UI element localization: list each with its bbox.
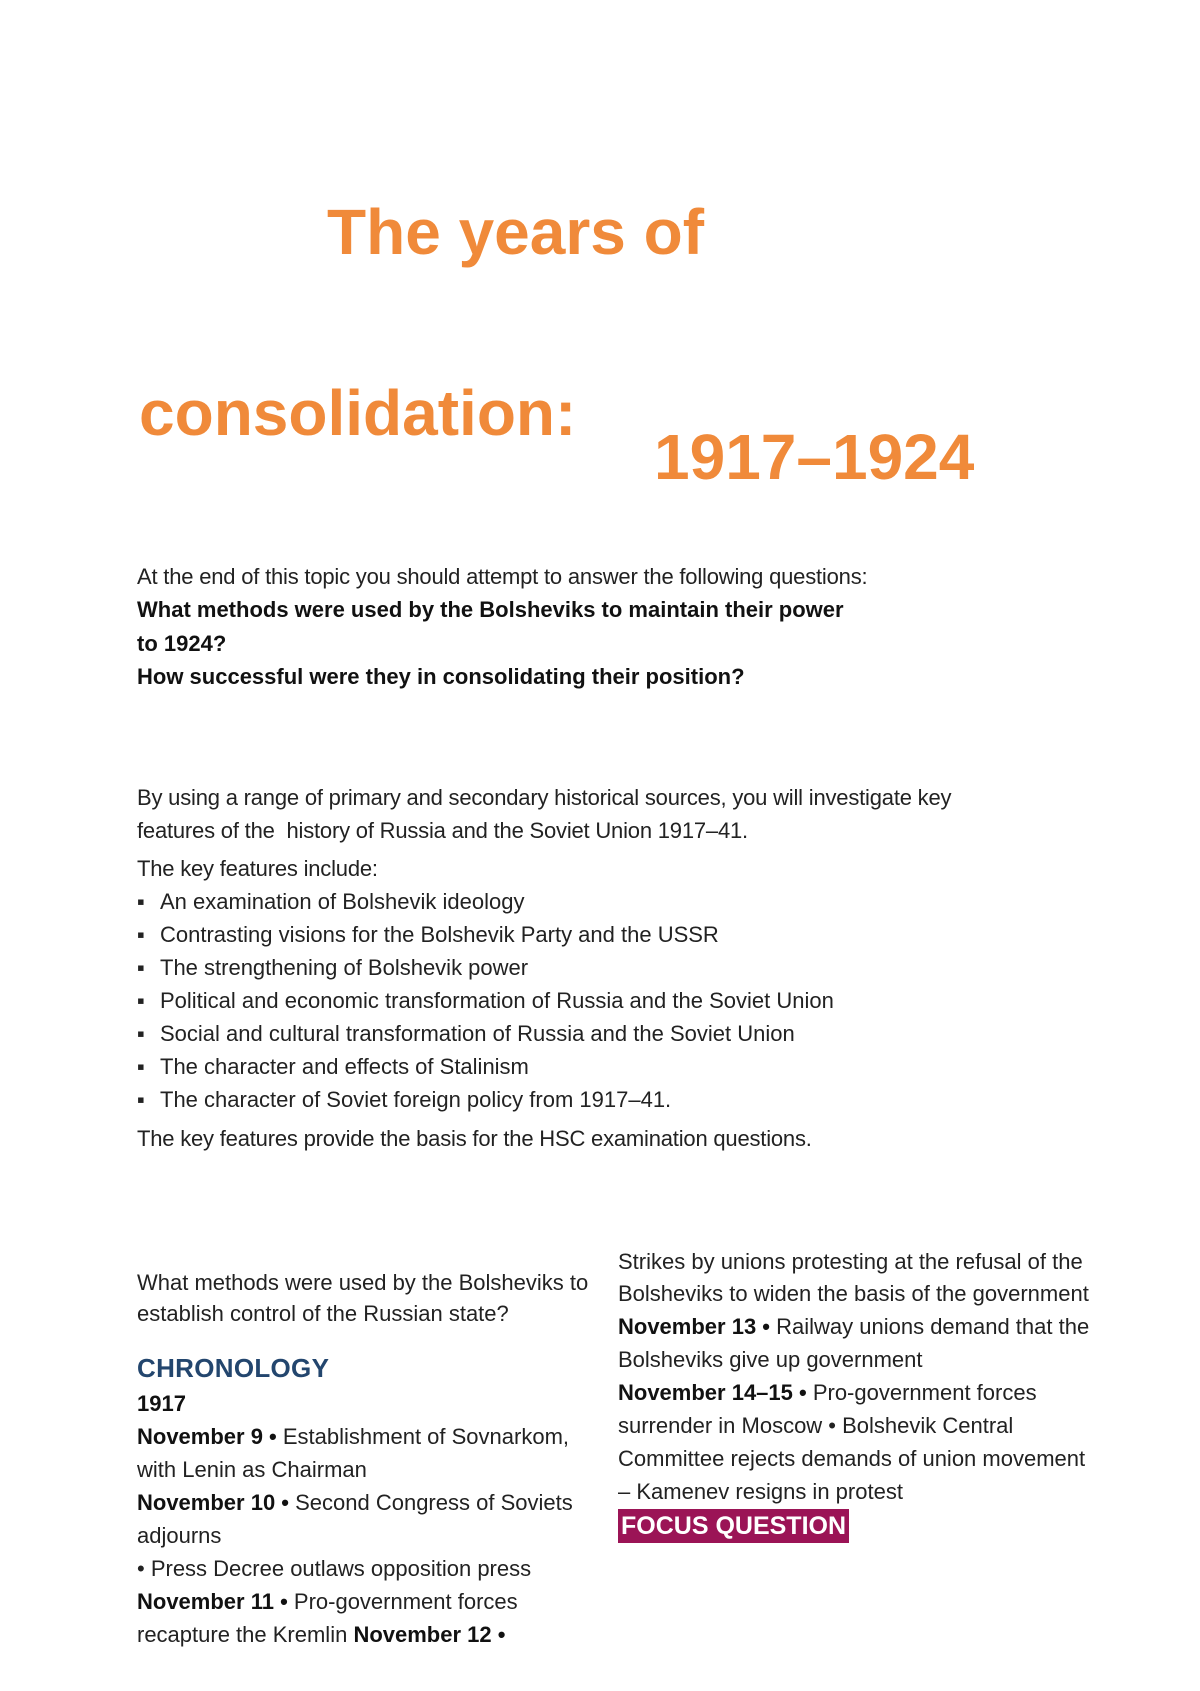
chronology-entry xyxy=(618,1310,1093,1376)
investigate-line-2: features of the history of Russia and the Soviet Union 1917–41. xyxy=(137,818,748,843)
chronology-year: 1917 xyxy=(137,1391,186,1416)
list-item: ▪ The character of Soviet foreign policy from 1917–41. xyxy=(137,1083,834,1116)
bullet-icon: ▪ xyxy=(137,1021,145,1046)
chronology-heading: CHRONOLOGY xyxy=(137,1353,330,1383)
right-column xyxy=(618,1246,1093,1543)
key-features-intro: The key features include: xyxy=(137,856,378,881)
chronology-entry xyxy=(137,1585,612,1651)
key-features-closing: The key features provide the basis for the HSC examination questions. xyxy=(137,1126,812,1151)
list-item: ▪ Social and cultural transformation of Russia and the Soviet Union xyxy=(137,1017,834,1050)
section-question: What methods were used by the Bolsheviks to establish control of the Russian state? xyxy=(137,1270,589,1326)
title-line-1: The years of xyxy=(327,196,705,268)
bullet-icon: ▪ xyxy=(137,988,145,1013)
chronology-entry: • Press Decree outlaws opposition press xyxy=(137,1556,532,1581)
bullet-icon: ▪ xyxy=(137,889,145,914)
focus-question-1b: to 1924? xyxy=(137,631,227,656)
investigate-line-1: By using a range of primary and secondary historical sources, you will investigate key xyxy=(137,785,952,810)
event-text: Pro-government forces surrender in Moscow • Bolshevik Central Committee rejects demands of union movement – Kamenev resigns in protest xyxy=(618,1380,1086,1504)
focus-question-label: FOCUS QUESTION xyxy=(618,1509,849,1543)
title-line-2: consolidation: xyxy=(139,377,577,449)
bullet-icon: ▪ xyxy=(137,1087,145,1112)
chronology-entry xyxy=(618,1376,1093,1508)
bullet-icon: ▪ xyxy=(137,922,145,947)
bullet-icon: ▪ xyxy=(137,955,145,980)
event-text: Pro-government forces recapture the Kremlin xyxy=(137,1589,518,1647)
event-date: November 9 • xyxy=(137,1424,277,1449)
list-item: ▪ Political and economic transformation of Russia and the Soviet Union xyxy=(137,984,834,1017)
chronology-entry: Strikes by unions protesting at the refusal of the Bolsheviks to widen the basis of the government xyxy=(618,1249,1089,1306)
event-date: November 10 • xyxy=(137,1490,289,1515)
list-item: ▪ Contrasting visions for the Bolshevik Party and the USSR xyxy=(137,918,834,951)
event-text: Railway unions demand that the Bolsheviks give up government xyxy=(618,1314,1090,1372)
event-date: November 13 • xyxy=(618,1314,770,1339)
focus-question-2: How successful were they in consolidating their position? xyxy=(137,664,745,689)
focus-question-1a: What methods were used by the Bolsheviks to maintain their power xyxy=(137,597,844,622)
event-text: Establishment of Sovnarkom, with Lenin as Chairman xyxy=(137,1424,570,1482)
chronology-entry xyxy=(137,1486,612,1552)
list-item: ▪ The character and effects of Stalinism xyxy=(137,1050,834,1083)
bullet-icon: ▪ xyxy=(137,1054,145,1079)
event-text: Second Congress of Soviets adjourns xyxy=(137,1490,573,1548)
event-date: November 14–15 • xyxy=(618,1380,807,1405)
event-date: November 12 • xyxy=(353,1622,506,1647)
event-date: November 11 • xyxy=(137,1589,288,1614)
intro-lead: At the end of this topic you should attempt to answer the following questions: xyxy=(137,564,868,589)
chronology-entry xyxy=(137,1420,612,1486)
list-item: ▪ The strengthening of Bolshevik power xyxy=(137,951,834,984)
list-item: ▪ An examination of Bolshevik ideology xyxy=(137,885,834,918)
key-features-list xyxy=(137,885,834,1116)
focus-question-label-wrap xyxy=(618,1509,1093,1543)
left-column xyxy=(137,1267,612,1651)
title-years: 1917–1924 xyxy=(654,421,975,493)
